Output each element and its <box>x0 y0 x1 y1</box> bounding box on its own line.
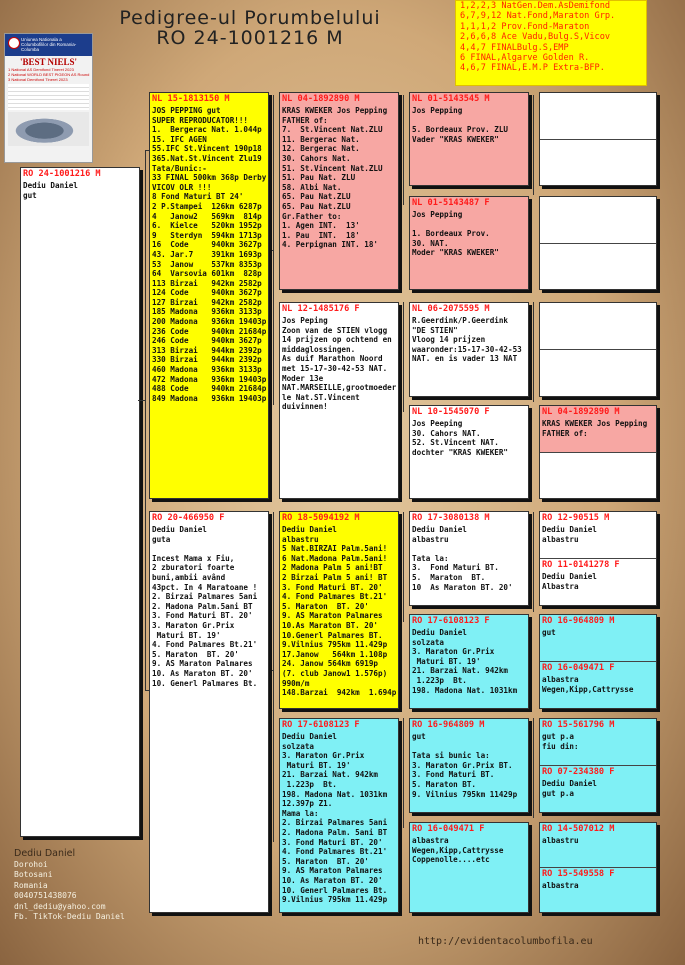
logo-org: Uniunea Nationala a Columbofililor din Romania- Columba <box>21 37 77 52</box>
owner-social: Fb. TikTok-Dediu Daniel <box>14 912 125 921</box>
sds-pair-card <box>539 302 657 397</box>
banner-line: 6,7,9,12 Nat.Fond,Maraton Grp. <box>460 11 616 22</box>
ss-sire-card <box>409 92 529 186</box>
card-body: JOS PEPPING gut SUPER REPRODUCATOR!!! 1. Bergerac Nat. 1.044p 15. IFC AGEN 55.IFC St.Vincent 190p18 365.Nat.St.Vincent Zlu19 Tata/Bunic:- 33 FINAL 500km 368p Derby VICOV OLR !!! 8 Fond Maturi BT 24' 2 P.Stampei 126km 6287p 4 Janow2 569km 814p 6. Kielce 520km 1952p 9 Sterdyn 594km 1713p 16 Code 940km 3627p 43. Jar.7 391km 1693p 53 Janow 537km 8353p 64 Varsovia 601km 828p 113 Birzai 942km 2582p 124 Code 940km 3627p 127 Birzai 942km 2582p 185 Madona 936km 3133p 200 Madona 936km 19403p 236 Code 940km 21684p 246 Code 940km 3627p 313 Birzai 944km 2392p 330 Birzai 944km 2392p 460 Madona 936km 3133p 472 Madona 936km 19403p 488 Code 940km 21684p 849 Madona 936km 19403p <box>152 106 267 403</box>
card-body: Dediu Daniel Albastra <box>542 572 597 591</box>
card-body: Dediu Daniel albastru 5 Nat.BIRZAI Palm.5ani! 6 Nat.Madona Palm.5ani! 2 Madona Palm 5 ani!BT 2 Birzai Palm 5 ani! BT 3. Fond Maturi BT. 20' 4. Fond Palmares Bt.21' 5. Maraton BT. 20' 9. AS Maraton Palmares 10.As Maraton BT. 20' 10.Generl Palmares BT. 9.Vilnius 795km 11.429p 17.Janow 564km 1.108p 24. Janow 564km 6919p (7. club Janow1 1.576p) 990m/m 148.Barzai 942km 1.694p <box>282 525 397 698</box>
card-body: KRAS KWEKER Jos Pepping FATHER of: <box>542 419 648 438</box>
dds-dam-card <box>540 766 656 798</box>
ring-number: NL 04-1892890 M <box>542 407 620 417</box>
ring-number: RO 16-964809 M <box>412 720 485 730</box>
connector <box>138 400 145 401</box>
subject-card <box>20 167 140 837</box>
card-body: gut Tata si bunic la: 3. Maraton Gr.Prix BT. 3. Fond Maturi BT. 5. Maraton BT. 9. Vilnius 795km 11429p <box>412 732 518 799</box>
dds-pair-card <box>539 718 657 813</box>
ring-number: NL 10-1545070 F <box>412 407 490 417</box>
sire-dam-card <box>279 302 399 499</box>
ring-number: NL 01-5143487 F <box>412 198 490 208</box>
banner-line: 1,2,2,3 NatGen.Dem.AsDemifond <box>460 1 611 11</box>
ring-number: RO 24-1001216 M <box>23 169 101 179</box>
ring-number: RO 15-561796 M <box>542 720 615 730</box>
ds-dam-card <box>409 614 529 709</box>
owner-info <box>14 849 125 923</box>
card-body: Jos Peping Zoon van de STIEN vlogg 14 prijzen op ochtend en middaglossingen. As duif Marathon Noord met 15-17-30-42-53 NAT. Moder 13e NAT.MARSEILLE,grootmoeder le Nat.ST.Vincent duivinnen! <box>282 316 397 412</box>
card-body: Dediu Daniel albastru <box>542 525 597 544</box>
ds-sire-card <box>409 511 529 606</box>
ring-number: NL 01-5143545 M <box>412 94 490 104</box>
card-body: Dediu Daniel albastru Tata la: 3. Fond Maturi BT. 5. Maraton BT. 10 As Maraton BT. 20' <box>412 525 513 592</box>
card-body: Dediu Daniel solzata 3. Maraton Gr.Prix Maturi BT. 19' 21. Barzai Nat. 942km 1.223p Bt. 198. Madona Nat. 1031km 12.397p Z1. Mama la: 2. Birzai Palmares 5ani 2. Madona Palm. 5ani BT 3. Fond Maturi BT. 20' 4. Fond Palmares Bt.21' 5. Maraton BT. 20' 9. AS Maraton Palmares 10. As Maraton BT. 20' 10. Generl Palmares Bt. 9.Vilnius 795km 11.429p <box>282 732 388 905</box>
dss-sire-card <box>540 512 656 559</box>
ring-number: RO 16-964809 M <box>542 616 615 626</box>
ring-number: NL 06-2075595 M <box>412 304 490 314</box>
ring-number: RO 12-90515 M <box>542 513 610 523</box>
ring-number: RO 17-6108123 F <box>282 720 360 730</box>
ring-number: RO 18-5094192 M <box>282 513 360 523</box>
dsd-dam-card <box>540 662 656 694</box>
sdd-pair-card <box>539 405 657 499</box>
ssd-pair-card <box>539 196 657 290</box>
card-body: gut <box>542 628 556 637</box>
sd-sire-card <box>409 302 529 397</box>
connector <box>403 95 404 205</box>
connector <box>403 718 404 828</box>
ring-number: RO 07-234380 F <box>542 767 615 777</box>
card-body: R.Geerdink/P.Geerdink "DE STIEN" Vloog 14 prijzen waaronder:15-17-30-42-53 NAT. en is vader 13 NAT <box>412 316 522 364</box>
ring-number: RO 15-549558 F <box>542 869 615 879</box>
ring-number: RO 17-3080138 M <box>412 513 490 523</box>
divider <box>540 243 656 244</box>
dds-sire-card <box>540 719 656 766</box>
owner-line: Dorohoi <box>14 859 48 869</box>
owner-line: Botosani <box>14 870 53 879</box>
owner-name: Dediu Daniel <box>14 848 76 859</box>
columba-emblem-icon <box>8 37 20 49</box>
card-body: Jos Pepping 1. Bordeaux Prov. 30. NAT. Moder "KRAS KWEKER" <box>412 210 499 258</box>
connector <box>533 512 534 612</box>
card-body: KRAS KWEKER Jos Pepping FATHER of: 7. St.Vincent Nat.ZLU 11. Bergerac Nat. 12. Bergerac Nat. 30. Cahors Nat. 51. St.Vincent Nat.ZLU 51. Pau Nat. ZLU 58. Albi Nat. 65. Pau Nat.ZLU 65. Pau Nat.ZLU Gr.Father to: 1. Agen INT. 13' 1. Pau INT. 18' 4. Perpignan INT. 18' <box>282 106 388 250</box>
connector <box>403 302 404 412</box>
page-title <box>100 8 400 48</box>
title-line-2: RO 24-1001216 M <box>156 27 344 49</box>
card-body: albastra <box>542 881 579 890</box>
logo-line: 2 National WORLD BEST PIGEON AS Round <box>8 72 90 77</box>
divider <box>540 349 656 350</box>
connector <box>403 512 404 622</box>
ring-number: NL 04-1892890 M <box>282 94 360 104</box>
card-body: albastru <box>542 836 579 845</box>
logo-line: 3 National Demifond Tineret 2023 <box>8 77 68 82</box>
logo-line: 1 National AS Demifond Tineret 2023 <box>8 67 74 72</box>
connector <box>533 718 534 818</box>
dd-dam-card <box>409 822 529 913</box>
owner-phone: 0040751438076 <box>14 891 77 900</box>
owner-line: Romania <box>14 880 48 890</box>
dss-dam-card <box>540 559 656 591</box>
connector <box>273 512 274 842</box>
best-niels-logo <box>4 33 93 163</box>
ddd-sire-card <box>540 823 656 868</box>
card-body: Dediu Daniel solzata 3. Maraton Gr.Prix Maturi BT. 19' 21. Barzai Nat. 942km 1.223p Bt. 198. Madona Nat. 1031km <box>412 628 518 695</box>
card-body: Jos Pepping 5. Bordeaux Prov. ZLU Vader "KRAS KWEKER" <box>412 106 509 144</box>
card-body: albastra Wegen,Kipp,Cattrysse <box>542 675 634 694</box>
logo-header <box>5 34 92 56</box>
dss-pair-card <box>539 511 657 606</box>
banner-line: 4,4,7 FINALBulg.S,EMP <box>460 42 569 53</box>
banner-line: 6 FINAL,Algarve Golden R. <box>460 53 590 64</box>
logo-brand: 'BEST NIELS' <box>19 57 78 67</box>
dam-sire-card <box>279 511 399 709</box>
ring-number: RO 20-466950 F <box>152 513 225 523</box>
connector <box>533 95 534 195</box>
dsd-pair-card <box>539 614 657 709</box>
results-banner <box>455 0 647 86</box>
ring-number: RO 14-507012 M <box>542 824 615 834</box>
ring-number: RO 11-0141278 F <box>542 560 620 570</box>
dsd-sire-card <box>540 615 656 662</box>
ss-dam-card <box>409 196 529 290</box>
ring-number: NL 12-1485176 F <box>282 304 360 314</box>
footer-url[interactable]: http://evidentacolumbofila.eu <box>418 936 593 947</box>
owner-email: dnl_dediu@yahoo.com <box>14 901 106 911</box>
connector <box>273 95 274 405</box>
ring-number: RO 16-049471 F <box>542 663 615 673</box>
sire-sire-card <box>279 92 399 290</box>
banner-line: 1,1,1,2 Prov.Fond-Maraton <box>460 21 590 32</box>
card-body: gut p.a fiu din: <box>542 732 579 751</box>
divider <box>540 139 656 140</box>
ring-number: RO 17-6108123 F <box>412 616 490 626</box>
pigeon-photo-icon <box>8 112 89 146</box>
banner-line: 4,6,7 FINAL,E.M.P Extra-BFP. <box>460 63 605 74</box>
logo-results-table <box>8 84 89 110</box>
ring-number: NL 15-1813150 M <box>152 94 230 104</box>
sss-pair-card <box>539 92 657 186</box>
sire-card <box>149 92 269 499</box>
banner-line: 2,6,6,8 Ace Vadu,Bulg.S,Vicov <box>460 32 611 43</box>
ring-number: RO 16-049471 F <box>412 824 485 834</box>
dam-card <box>149 511 269 913</box>
connector <box>533 302 534 402</box>
card-body: albastra Wegen,Kipp,Cattrysse Coppenolle....etc <box>412 836 504 865</box>
card-body: Dediu Daniel guta Incest Mama x Fiu, 2 zburatori foarte buni,ambii având 43pct. In 4 Maratoane ! 2. Birzai Palmares 5ani 2. Madona Palm.5ani BT 3. Fond Maturi BT. 20' 3. Maraton Gr.Prix Maturi BT. 19' 4. Fond Palmares Bt.21' 5. Maraton BT. 20' 9. AS Maraton Palmares 10. As Maraton BT. 20' 10. Generl Palmares Bt. <box>152 525 258 688</box>
dam-dam-card <box>279 718 399 913</box>
dd-sire-card <box>409 718 529 813</box>
card-body: Dediu Daniel gut <box>23 181 78 200</box>
card-body: Jos Peeping 30. Cahors NAT. 52. St.Vincent NAT. dochter "KRAS KWEKER" <box>412 419 509 457</box>
ddd-dam-card <box>540 868 656 891</box>
card-body: Dediu Daniel gut p.a <box>542 779 597 798</box>
title-line-1: Pedigree-ul Porumbelului <box>119 7 381 29</box>
connector <box>145 150 146 690</box>
sd-dam-card <box>409 405 529 499</box>
sdd-sire-card <box>540 406 656 453</box>
ddd-pair-card <box>539 822 657 913</box>
